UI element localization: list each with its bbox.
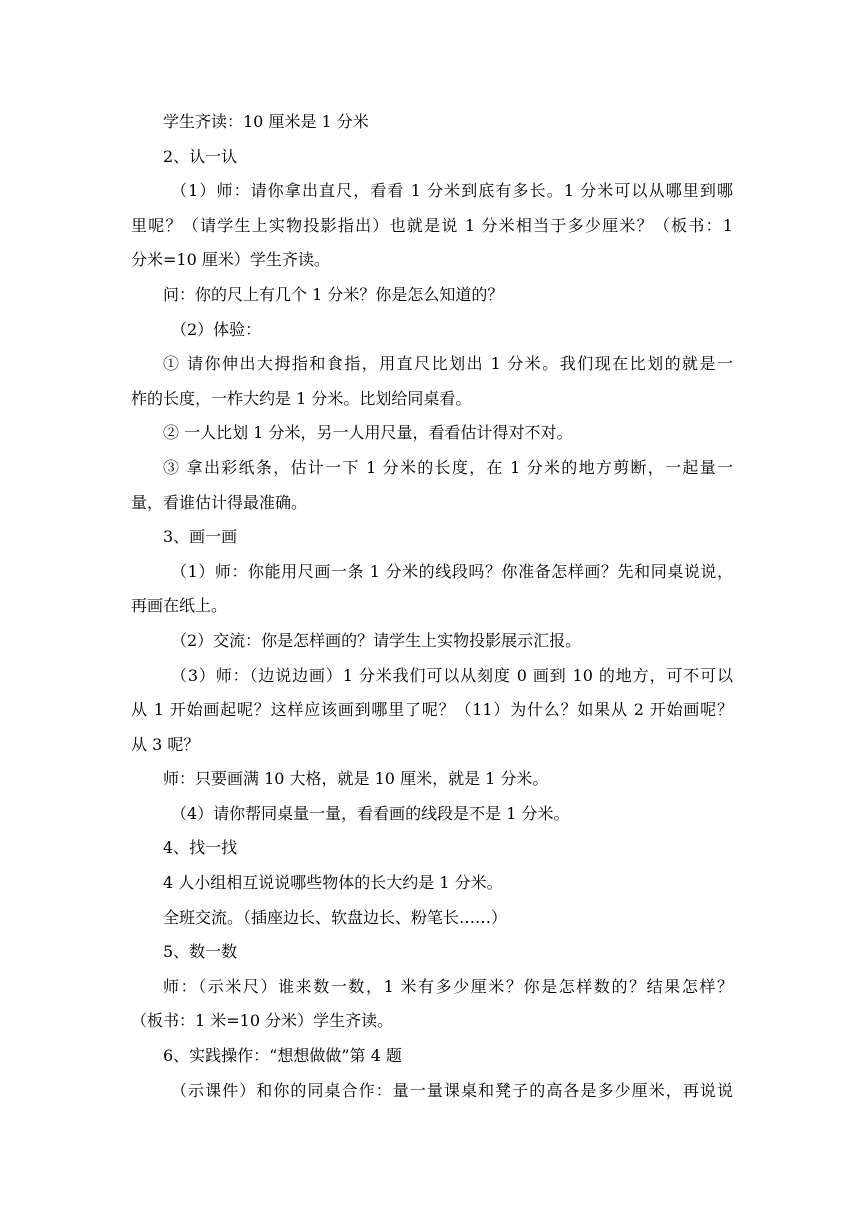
text-line: （2）体验： [171,319,262,339]
document-body [131,110,733,1113]
section-heading: 5、数一数 [163,942,238,962]
text-line: （2）交流：你是怎样画的？请学生上实物投影展示汇报。 [171,630,582,650]
text-line: ② 一人比划 1 分米，另一人用尺量，看看估计得对不对。 [163,423,573,443]
text-line: ③ 拿出彩纸条，估计一下 1 分米的长度，在 1 分米的地方剪断，一起量一 [163,457,733,477]
section-heading: 2、认一认 [163,146,238,166]
text-line: 学生齐读：10 厘米是 1 分米 [163,112,369,131]
section-heading: 4、找一找 [163,838,238,858]
text-line: 全班交流。（插座边长、软盘边长、粉笔长……） [163,907,508,927]
text-line: 分米=10 厘米）学生齐读。 [131,250,330,270]
text-line: 师：（示米尺）谁来数一数，1 米有多少厘米？你是怎样数的？结果怎样？ [163,976,733,996]
text-line: （1）师：请你拿出直尺，看看 1 分米到底有多长。1 分米可以从哪里到哪 [171,181,733,201]
text-line: 里呢？（请学生上实物投影指出）也就是说 1 分米相当于多少厘米？（板书：1 [131,215,733,235]
text-line: 问：你的尺上有几个 1 分米？你是怎么知道的？ [163,284,504,304]
text-line: 量，看谁估计得最准确。 [131,492,308,512]
text-line: （4）请你帮同桌量一量，看看画的线段是不是 1 分米。 [171,803,570,823]
text-line: （3）师：（边说边画）1 分米我们可以从刻度 0 画到 10 的地方，可不可以 [171,665,733,685]
text-line: ① 请你伸出大拇指和食指，用直尺比划出 1 分米。我们现在比划的就是一 [163,354,733,374]
text-line: （1）师：你能用尺画一条 1 分米的线段吗？你准备怎样画？先和同桌说说， [171,561,733,581]
text-line: 从 1 开始画起呢？这样应该画到哪里了呢？（11）为什么？如果从 2 开始画呢？ [131,700,733,720]
text-line: 从 3 呢？ [131,734,200,754]
text-line: 4 人小组相互说说哪些物体的长大约是 1 分米。 [163,873,503,893]
section-heading: 3、画一画 [163,527,238,547]
text-line: 再画在纸上。 [131,596,228,616]
section-heading: 6、实践操作：“想想做做”第 4 题 [163,1046,402,1066]
text-line: （示课件）和你的同桌合作：量一量课桌和凳子的高各是多少厘米，再说说 [171,1080,733,1100]
text-line: 师：只要画满 10 大格，就是 10 厘米，就是 1 分米。 [163,769,549,789]
text-line: （板书：1 米=10 分米）学生齐读。 [131,1011,394,1031]
text-line: 柞的长度，一柞大约是 1 分米。比划给同桌看。 [131,388,472,408]
